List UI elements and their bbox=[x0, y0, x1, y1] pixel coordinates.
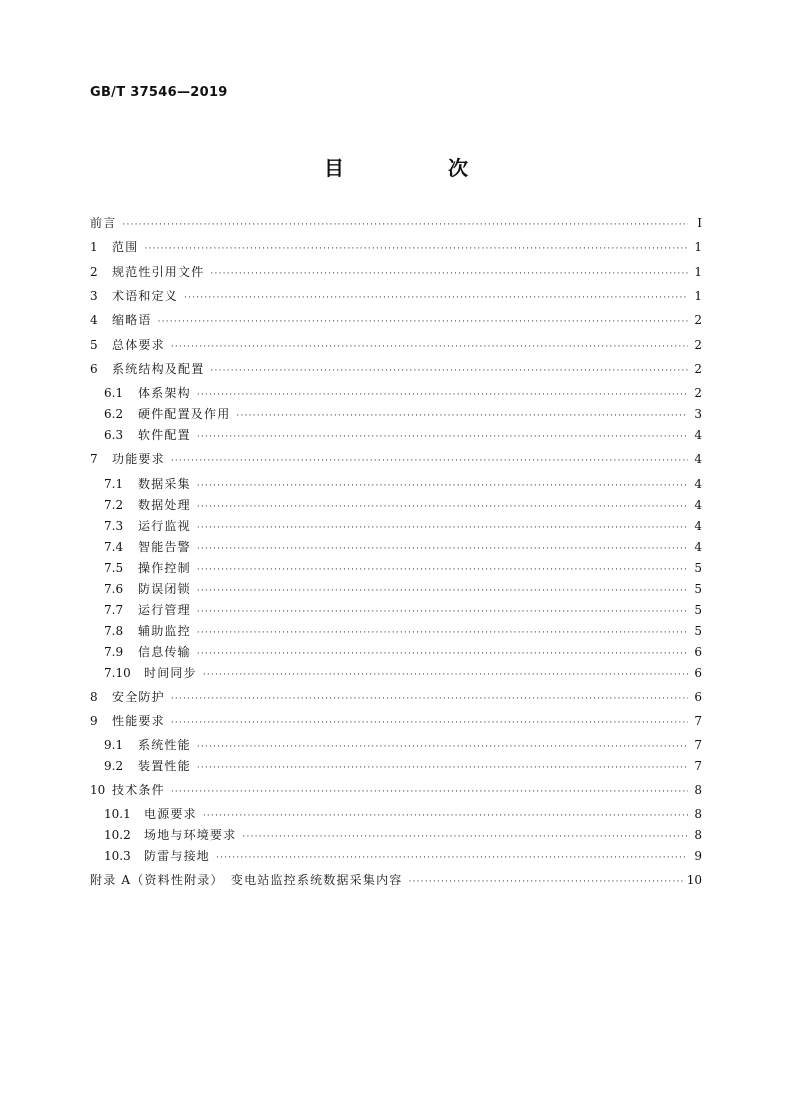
toc-leader-dots bbox=[197, 478, 688, 494]
toc-entry-page: 2 bbox=[694, 362, 702, 376]
toc-leader-dots bbox=[408, 874, 682, 890]
toc-entry[interactable] bbox=[90, 848, 702, 866]
toc-entry[interactable] bbox=[90, 806, 702, 824]
page-title: 目 次 bbox=[324, 156, 510, 180]
toc-leader-dots bbox=[171, 784, 688, 800]
toc-leader-dots bbox=[197, 520, 688, 536]
toc-entry[interactable] bbox=[90, 497, 702, 515]
toc-entry[interactable] bbox=[90, 872, 702, 890]
toc-entry-page: 8 bbox=[694, 828, 702, 842]
toc-entry-number: 7.5 bbox=[104, 561, 124, 575]
toc-entry-number: 2 bbox=[90, 265, 98, 279]
toc-entry[interactable] bbox=[90, 312, 702, 330]
toc-leader-dots bbox=[171, 453, 688, 469]
toc-leader-dots bbox=[171, 691, 688, 707]
toc-entry-page: 7 bbox=[694, 714, 702, 728]
toc-entry-page: 1 bbox=[694, 289, 702, 303]
toc-entry-number: 10.3 bbox=[104, 849, 131, 863]
toc-entry[interactable] bbox=[90, 337, 702, 355]
toc-entry-page: 7 bbox=[694, 759, 702, 773]
toc-entry-page: 8 bbox=[694, 783, 702, 797]
toc-entry-label: 数据处理 bbox=[138, 498, 191, 512]
toc-entry-page: 6 bbox=[694, 690, 702, 704]
toc-entry-page: 7 bbox=[694, 738, 702, 752]
toc-entry-number: 7.4 bbox=[104, 540, 124, 554]
toc-entry[interactable] bbox=[90, 602, 702, 620]
toc-leader-dots bbox=[197, 387, 688, 403]
toc-entry-label: 范围 bbox=[112, 240, 139, 254]
toc-leader-dots bbox=[210, 266, 688, 282]
toc-entry-label: 信息传输 bbox=[138, 645, 191, 659]
toc-entry-page: 5 bbox=[694, 582, 702, 596]
toc-entry-page: 8 bbox=[694, 807, 702, 821]
toc-entry-label: 软件配置 bbox=[138, 428, 191, 442]
toc-entry-label: 场地与环境要求 bbox=[144, 828, 237, 842]
toc-entry[interactable] bbox=[90, 581, 702, 599]
toc-entry[interactable] bbox=[90, 644, 702, 662]
toc-entry-label: 辅助监控 bbox=[138, 624, 191, 638]
toc-entry[interactable] bbox=[90, 361, 702, 379]
toc-entry-label: 硬件配置及作用 bbox=[138, 407, 231, 421]
toc-entry[interactable] bbox=[90, 518, 702, 536]
toc-entry-page: 10 bbox=[686, 873, 702, 887]
toc-leader-dots bbox=[236, 408, 688, 424]
toc-entry-label: 装置性能 bbox=[138, 759, 191, 773]
toc-leader-dots bbox=[144, 241, 688, 257]
toc-entry-label: 体系架构 bbox=[138, 386, 191, 400]
toc-entry[interactable] bbox=[90, 560, 702, 578]
toc-entry-number: 8 bbox=[90, 690, 98, 704]
toc-entry-label: 电源要求 bbox=[144, 807, 197, 821]
toc-leader-dots bbox=[242, 829, 688, 845]
toc-entry-label: 运行监视 bbox=[138, 519, 191, 533]
toc-leader-dots bbox=[197, 429, 688, 445]
toc-entry-page: 3 bbox=[694, 407, 702, 421]
toc-entry[interactable] bbox=[90, 758, 702, 776]
toc-entry-number: 7.6 bbox=[104, 582, 124, 596]
toc-leader-dots bbox=[197, 541, 688, 557]
toc-entry-page: 4 bbox=[694, 540, 702, 554]
toc-leader-dots bbox=[171, 339, 688, 355]
toc-entry-page: 2 bbox=[694, 386, 702, 400]
toc-entry-number: 5 bbox=[90, 338, 98, 352]
toc-entry-label: 附录 A（资料性附录） 变电站监控系统数据采集内容 bbox=[90, 873, 403, 887]
toc-entry-number: 9 bbox=[90, 714, 98, 728]
toc-entry-label: 运行管理 bbox=[138, 603, 191, 617]
toc-entry-label: 系统结构及配置 bbox=[112, 362, 205, 376]
toc-entry-page: 6 bbox=[694, 645, 702, 659]
toc-entry-number: 7 bbox=[90, 452, 98, 466]
toc-entry-page: 5 bbox=[694, 561, 702, 575]
toc-entry[interactable] bbox=[90, 476, 702, 494]
toc-entry-label: 防误闭锁 bbox=[138, 582, 191, 596]
toc-entry-label: 缩略语 bbox=[112, 313, 152, 327]
toc-entry-number: 10.1 bbox=[104, 807, 131, 821]
toc-entry-number: 7.7 bbox=[104, 603, 124, 617]
toc-entry-page: Ⅰ bbox=[697, 216, 702, 230]
toc-leader-dots bbox=[197, 739, 688, 755]
toc-entry-page: 4 bbox=[694, 519, 702, 533]
toc-entry-label: 数据采集 bbox=[138, 477, 191, 491]
toc-entry-label: 时间同步 bbox=[144, 666, 197, 680]
toc-entry[interactable] bbox=[90, 665, 702, 683]
toc-entry[interactable] bbox=[90, 689, 702, 707]
toc-entry-number: 7.2 bbox=[104, 498, 124, 512]
toc-entry-number: 9.1 bbox=[104, 738, 124, 752]
toc-entry[interactable] bbox=[90, 406, 702, 424]
toc-leader-dots bbox=[197, 562, 688, 578]
toc-entry[interactable] bbox=[90, 713, 702, 731]
toc-entry-number: 6.3 bbox=[104, 428, 124, 442]
toc-entry-number: 4 bbox=[90, 313, 98, 327]
toc-entry[interactable] bbox=[90, 782, 702, 800]
toc-leader-dots bbox=[171, 715, 688, 731]
toc-entry-label: 技术条件 bbox=[112, 783, 165, 797]
toc-leader-dots bbox=[203, 808, 688, 824]
toc-leader-dots bbox=[197, 499, 688, 515]
toc-entry-page: 5 bbox=[694, 603, 702, 617]
toc-entry-number: 7.8 bbox=[104, 624, 124, 638]
toc-entry-page: 4 bbox=[694, 452, 702, 466]
toc-entry[interactable] bbox=[90, 264, 702, 282]
toc-entry-number: 7.10 bbox=[104, 666, 131, 680]
toc-entry-label: 防雷与接地 bbox=[144, 849, 211, 863]
toc-entry-page: 4 bbox=[694, 498, 702, 512]
toc-entry-label: 术语和定义 bbox=[112, 289, 179, 303]
toc-entry-page: 4 bbox=[694, 477, 702, 491]
toc-entry-label: 总体要求 bbox=[112, 338, 165, 352]
toc-entry-page: 2 bbox=[694, 338, 702, 352]
toc-entry-label: 智能告警 bbox=[138, 540, 191, 554]
toc-leader-dots bbox=[197, 760, 688, 776]
toc-entry[interactable] bbox=[90, 737, 702, 755]
toc-entry-label: 操作控制 bbox=[138, 561, 191, 575]
toc-entry[interactable] bbox=[90, 451, 702, 469]
toc-leader-dots bbox=[203, 667, 688, 683]
toc-entry-number: 7.9 bbox=[104, 645, 124, 659]
toc-entry-label: 系统性能 bbox=[138, 738, 191, 752]
toc-leader-dots bbox=[197, 583, 688, 599]
toc-entry-label: 前言 bbox=[90, 216, 117, 230]
toc-entry-page: 2 bbox=[694, 313, 702, 327]
toc-entry-number: 3 bbox=[90, 289, 98, 303]
toc-entry-number: 10 bbox=[90, 783, 106, 797]
toc-entry[interactable] bbox=[90, 827, 702, 845]
toc-entry[interactable] bbox=[90, 288, 702, 306]
toc-entry-page: 4 bbox=[694, 428, 702, 442]
toc-entry-number: 10.2 bbox=[104, 828, 131, 842]
toc-entry-page: 9 bbox=[694, 849, 702, 863]
toc-entry-number: 6.2 bbox=[104, 407, 124, 421]
toc-entry-number: 6 bbox=[90, 362, 98, 376]
toc-entry-page: 6 bbox=[694, 666, 702, 680]
toc-entry[interactable] bbox=[90, 385, 702, 403]
toc-entry-number: 9.2 bbox=[104, 759, 124, 773]
toc-entry-label: 性能要求 bbox=[112, 714, 165, 728]
toc-entry[interactable] bbox=[90, 539, 702, 557]
toc-leader-dots bbox=[216, 850, 688, 866]
toc-entry[interactable] bbox=[90, 427, 702, 445]
toc-leader-dots bbox=[197, 646, 688, 662]
toc-leader-dots bbox=[210, 363, 688, 379]
standard-code: GB/T 37546—2019 bbox=[90, 85, 228, 100]
toc-leader-dots bbox=[158, 314, 688, 330]
toc-entry[interactable] bbox=[90, 215, 702, 233]
toc-leader-dots bbox=[184, 290, 688, 306]
toc-entry-label: 功能要求 bbox=[112, 452, 165, 466]
toc-leader-dots bbox=[197, 625, 688, 641]
toc-entry-label: 规范性引用文件 bbox=[112, 265, 205, 279]
toc-entry-number: 6.1 bbox=[104, 386, 124, 400]
toc-leader-dots bbox=[122, 217, 688, 233]
toc-entry-page: 5 bbox=[694, 624, 702, 638]
toc-entry[interactable] bbox=[90, 239, 702, 257]
toc-entry-number: 7.1 bbox=[104, 477, 124, 491]
toc-entry-page: 1 bbox=[694, 265, 702, 279]
toc-leader-dots bbox=[197, 604, 688, 620]
toc-entry-number: 7.3 bbox=[104, 519, 124, 533]
toc-entry-label: 安全防护 bbox=[112, 690, 165, 704]
toc-entry-page: 1 bbox=[694, 240, 702, 254]
toc-entry-number: 1 bbox=[90, 240, 98, 254]
toc-entry[interactable] bbox=[90, 623, 702, 641]
